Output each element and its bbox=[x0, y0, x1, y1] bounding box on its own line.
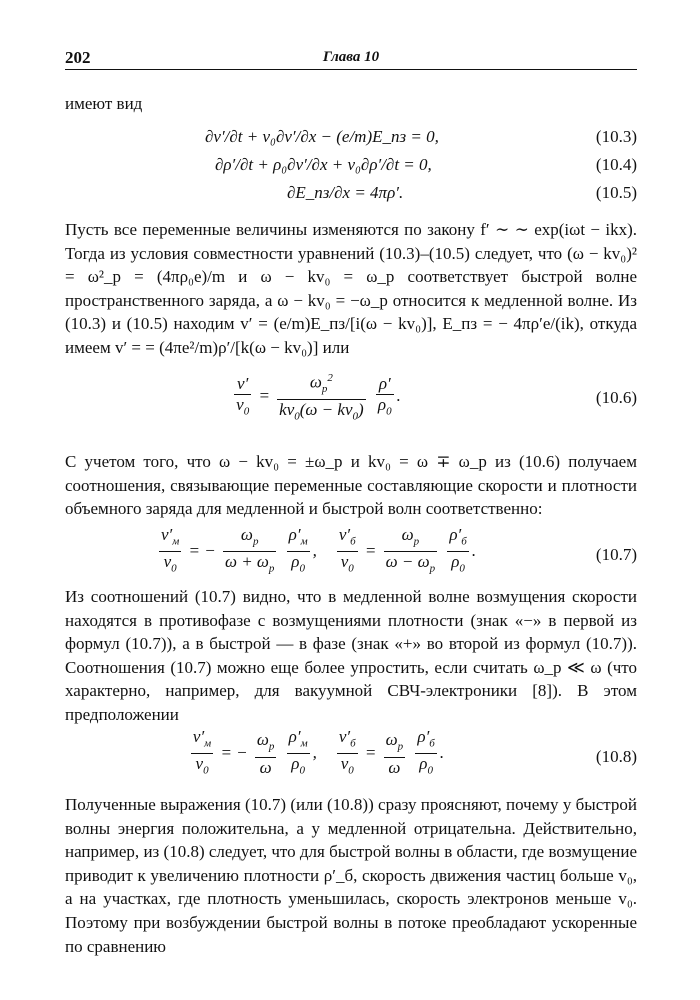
equation-number: (10.8) bbox=[595, 747, 637, 766]
intro-text bbox=[65, 92, 637, 116]
equation-number: (10.6) bbox=[595, 388, 637, 407]
paragraph-2 bbox=[65, 450, 637, 521]
equation-10-6 bbox=[65, 368, 637, 428]
equation-number: (10.5) bbox=[595, 183, 637, 202]
equation-10-8 bbox=[65, 727, 637, 787]
paragraph-1 bbox=[65, 218, 637, 360]
equation-expression: ∂E_пз/∂x = 4πρ′. bbox=[287, 183, 404, 202]
equation-number: (10.4) bbox=[595, 155, 637, 174]
running-title: Глава 10 bbox=[322, 49, 380, 65]
page-header bbox=[65, 48, 637, 70]
intro-paragraph: имеют вид bbox=[65, 94, 143, 113]
paragraph-3 bbox=[65, 585, 637, 727]
paragraph-text: Полученные выражения (10.7) (или (10.8)) сразу проясняют, почему у быстрой волны энергия положительна, а у медленной отрицательна. Действительно, например, из (10.8) следует, что для быстрой волны в области, где возмущение приводит к увеличению плотности ρ′_б, скорость движения частиц больше v₀, а на участках, где плотность уменьшилась, скорость электронов меньше v₀. Поэтому при возбуждении быстрой волны в потоке преобладают ускоренные по сравнению bbox=[65, 795, 637, 956]
equation-number: (10.7) bbox=[595, 545, 637, 564]
paragraph-4 bbox=[65, 793, 637, 958]
paragraph-text: С учетом того, что ω − kv₀ = ±ω_p и kv₀ = ω ∓ ω_p из (10.6) получаем соотношения, связывающие переменные составляющие скорости и плотности объемного заряда для медленной и быстрой волн соответственно: bbox=[65, 452, 637, 519]
paragraph-text: Из соотношений (10.7) видно, что в медленной волне возмущения скорости находятся в противофазе с возмущениями плотности (знак «−» в первой из формул (10.7)), а в быстрой — в фазе (знак «+» во второй из формул (10.7)). Соотношения (10.7) можно еще более упростить, если считать ω_p ≪ ω (что характерно, например, для вакуумной СВЧ-электроники [8]). В этом предположении bbox=[65, 587, 637, 724]
header-rule bbox=[65, 69, 637, 70]
equation-expression: $\frac{v'_м}{v_0}$ = − $\frac{\omega_p}{\omega + \omega_p}$ $\frac{\rho'_м}{\rho_0}$ , $\frac{v'_б}{v_0}$ = $\frac{\omega_p}{\omega - \omega_p}$ $\frac{\rho'_б}{\rho_0}$ . bbox=[160, 525, 477, 575]
equation-expression: ∂v′/∂t + v₀∂v′/∂x − (e/m)E_пз = 0, bbox=[205, 127, 439, 146]
equation-expression: $\frac{v'_м}{v_0}$ = − $\frac{\omega_p}{\omega}$ $\frac{\rho'_м}{\rho_0}$ , $\frac{v'_б}{v_0}$ = $\frac{\omega_p}{\omega}$ $\frac{\rho'_б}{\rho_0}$ . bbox=[192, 727, 445, 777]
equation-number: (10.3) bbox=[595, 127, 637, 146]
equation-10-7 bbox=[65, 525, 637, 585]
paragraph-text: Пусть все переменные величины изменяются по закону f′ ∼ ∼ exp(iωt − ikx). Тогда из условия совместности уравнений (10.3)–(10.5) следует, что (ω − kv₀)² = ω²_p = (4πρ₀e)/m и ω − kv₀ = ω_p соответствует быстрой волне пространственного заряда, а ω − kv₀ = −ω_p относится к медленной волне. Из (10.3) и (10.5) находим v′ = (e/m)E_пз/[i(ω − kv₀)], E_пз = − 4πρ′e/(ik), откуда имеем v′ = = (4πe²/m)ρ′/[k(ω − kv₀)] или bbox=[65, 220, 637, 357]
equation-expression: ∂ρ′/∂t + ρ₀∂v′/∂x + v₀∂ρ′/∂t = 0, bbox=[215, 155, 432, 174]
equation-expression: $\frac{v'}{v_0}$ = $\frac{\omega_p^2}{kv_0(\omega - kv_0)}$ $\frac{\rho'}{\rho_0}$ . bbox=[65, 368, 567, 426]
page-number: 202 bbox=[65, 48, 91, 67]
